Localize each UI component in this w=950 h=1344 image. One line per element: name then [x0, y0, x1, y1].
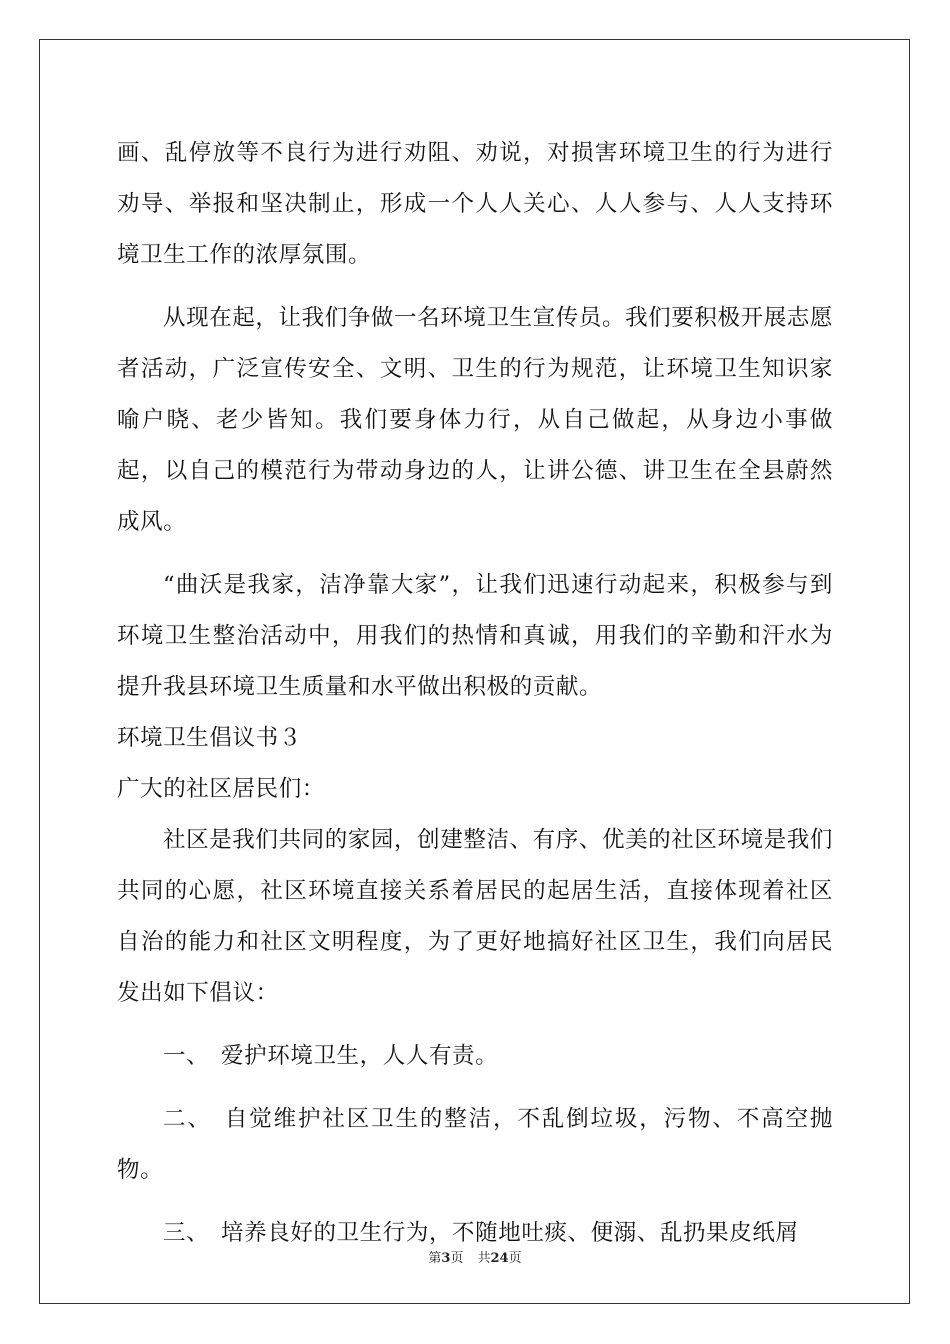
list-item-1: 一、 爱护环境卫生，人人有责。	[163, 1043, 499, 1069]
paragraph-spacer	[117, 1196, 833, 1208]
page-footer	[0, 1247, 950, 1266]
list-item-2: 二、 自觉维护社区卫生的整洁，不乱倒垃圾，污物、不高空抛物。	[117, 1106, 833, 1183]
page-number: 3	[441, 1251, 451, 1266]
total-suffix: 页	[508, 1251, 522, 1266]
paragraph-2: 从现在起，让我们争做一名环境卫生宣传员。我们要积极开展志愿者活动，广泛宣传安全、文明、卫生的行为规范，让环境卫生知识家喻户晓、老少皆知。我们要身体力行，从自己做起，从身边小事做起，以自己的模范行为带动身边的人，让讲公德、讲卫生在全县蔚然成风。	[117, 305, 833, 535]
paragraph-4: 社区是我们共同的家园，创建整洁、有序、优美的社区环境是我们共同的心愿，社区环境直接关系着居民的起居生活，直接体现着社区自治的能力和社区文明程度，为了更好地搞好社区卫生，我们向居民发出如下倡议：	[117, 827, 833, 1006]
page-suffix: 页	[450, 1251, 464, 1266]
paragraph-spacer	[117, 1082, 833, 1094]
document-body	[117, 128, 833, 1259]
total-pages: 24	[490, 1251, 509, 1266]
salutation: 广大的社区居民们：	[117, 776, 325, 802]
total-prefix: 共	[477, 1251, 491, 1266]
paragraph-spacer	[117, 1019, 833, 1031]
paragraph-spacer	[117, 281, 833, 293]
paragraph-spacer	[117, 548, 833, 560]
section-heading: 环境卫生倡议书３	[117, 725, 302, 751]
paragraph-3: “曲沃是我家，洁净靠大家”，让我们迅速行动起来，积极参与到环境卫生整治活动中，用我们的热情和真诚，用我们的辛勤和汗水为提升我县环境卫生质量和水平做出积极的贡献。	[117, 572, 833, 700]
list-item-3: 三、 培养良好的卫生行为，不随地吐痰、便溺、乱扔果皮纸屑	[163, 1220, 799, 1246]
page-prefix: 第	[428, 1251, 442, 1266]
paragraph-1: 画、乱停放等不良行为进行劝阻、劝说，对损害环境卫生的行为进行劝导、举报和坚决制止，形成一个人人关心、人人参与、人人支持环境卫生工作的浓厚氛围。	[117, 140, 833, 268]
